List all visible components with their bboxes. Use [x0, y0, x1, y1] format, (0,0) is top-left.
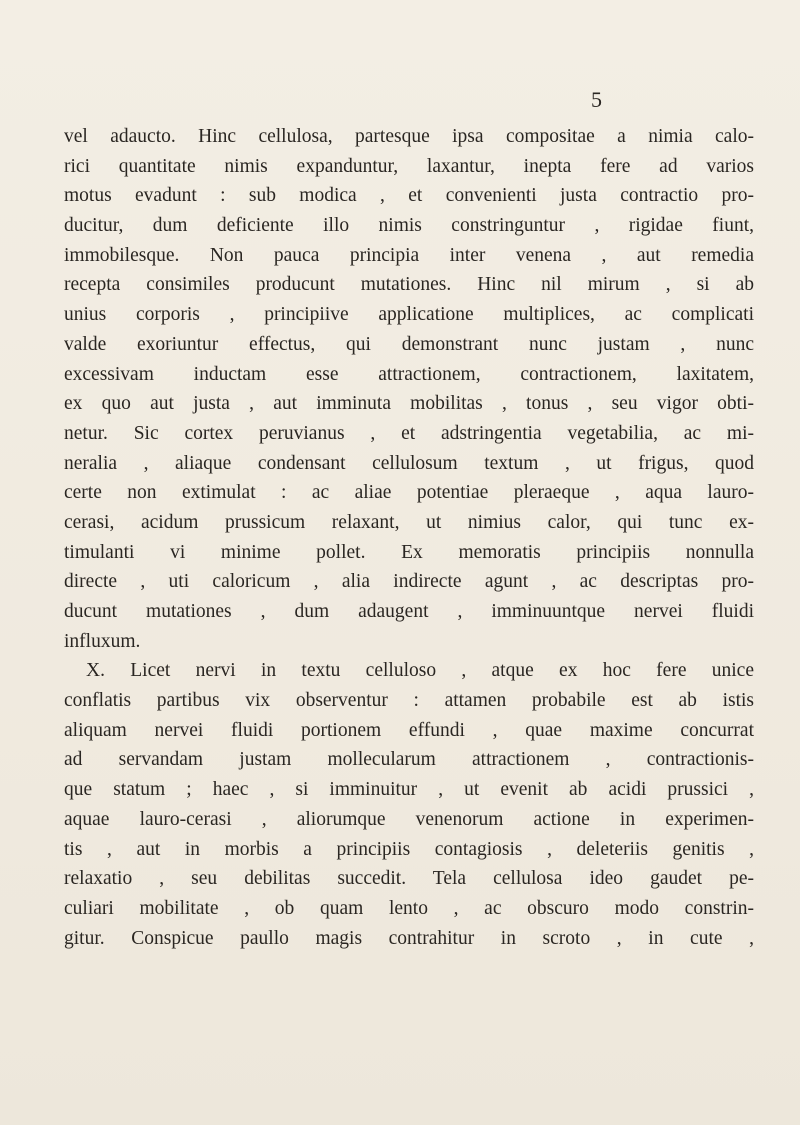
text-line: netur. Sic cortex peruvianus , et adstringentia vegetabilia, ac mi- — [64, 422, 754, 444]
text-line: ad servandam justam mollecularum attractionem , contractionis- — [64, 749, 754, 771]
text-line: gitur. Conspicue paullo magis contrahitur in scroto , in cute , — [64, 927, 754, 949]
text-line: relaxatio , seu debilitas succedit. Tela cellulosa ideo gaudet pe- — [64, 868, 754, 890]
text-line: unius corporis , principiive applicatione multiplices, ac complicati — [64, 304, 754, 326]
text-line: directe , uti caloricum , alia indirecte agunt , ac descriptas pro- — [64, 571, 754, 593]
text-line: influxum. — [64, 630, 141, 652]
text-line: aliquam nervei fluidi portionem effundi , quae maxime concurrat — [64, 719, 754, 741]
section-heading-line: X. Licet nervi in textu celluloso , atque ex hoc fere unice — [86, 660, 754, 682]
text-line: ducunt mutationes , dum adaugent , imminuuntque nervei fluidi — [64, 601, 754, 622]
page-number: 5 — [591, 87, 602, 112]
text-line: ex quo aut justa , aut imminuta mobilitas , tonus , seu vigor obti- — [64, 393, 754, 415]
text-line: culiari mobilitate , ob quam lento , ac obscuro modo constrin- — [64, 897, 754, 919]
body-text — [64, 122, 754, 953]
text-line: aquae lauro-cerasi , aliorumque venenorum actione in experimen- — [64, 808, 754, 830]
text-line: neralia , aliaque condensant cellulosum textum , ut frigus, quod — [64, 452, 754, 474]
text-line: que statum ; haec , si imminuitur , ut evenit ab acidi prussici , — [64, 779, 754, 801]
text-line: rici quantitate nimis expanduntur, laxantur, inepta fere ad varios — [64, 155, 754, 177]
text-line: conflatis partibus vix observentur : attamen probabile est ab istis — [64, 690, 754, 712]
text-line: timulanti vi minime pollet. Ex memoratis principiis nonnulla — [64, 541, 754, 563]
text-line: motus evadunt : sub modica , et convenienti justa contractio pro- — [64, 185, 754, 207]
text-line: vel adaucto. Hinc cellulosa, partesque ipsa compositae a nimia calo- — [64, 126, 754, 147]
text-line: recepta consimiles producunt mutationes. Hinc nil mirum , si ab — [64, 274, 754, 296]
text-line: valde exoriuntur effectus, qui demonstrant nunc justam , nunc — [64, 333, 754, 355]
text-line: tis , aut in morbis a principiis contagiosis , deleteriis genitis , — [64, 838, 754, 860]
text-line: excessivam inductam esse attractionem, contractionem, laxitatem, — [64, 363, 754, 385]
text-line: ducitur, dum deficiente illo nimis constringuntur , rigidae fiunt, — [64, 215, 754, 237]
text-line: cerasi, acidum prussicum relaxant, ut nimius calor, qui tunc ex- — [64, 511, 754, 533]
text-line: immobilesque. Non pauca principia inter venena , aut remedia — [64, 244, 754, 266]
text-line: certe non extimulat : ac aliae potentiae pleraeque , aqua lauro- — [64, 482, 754, 504]
